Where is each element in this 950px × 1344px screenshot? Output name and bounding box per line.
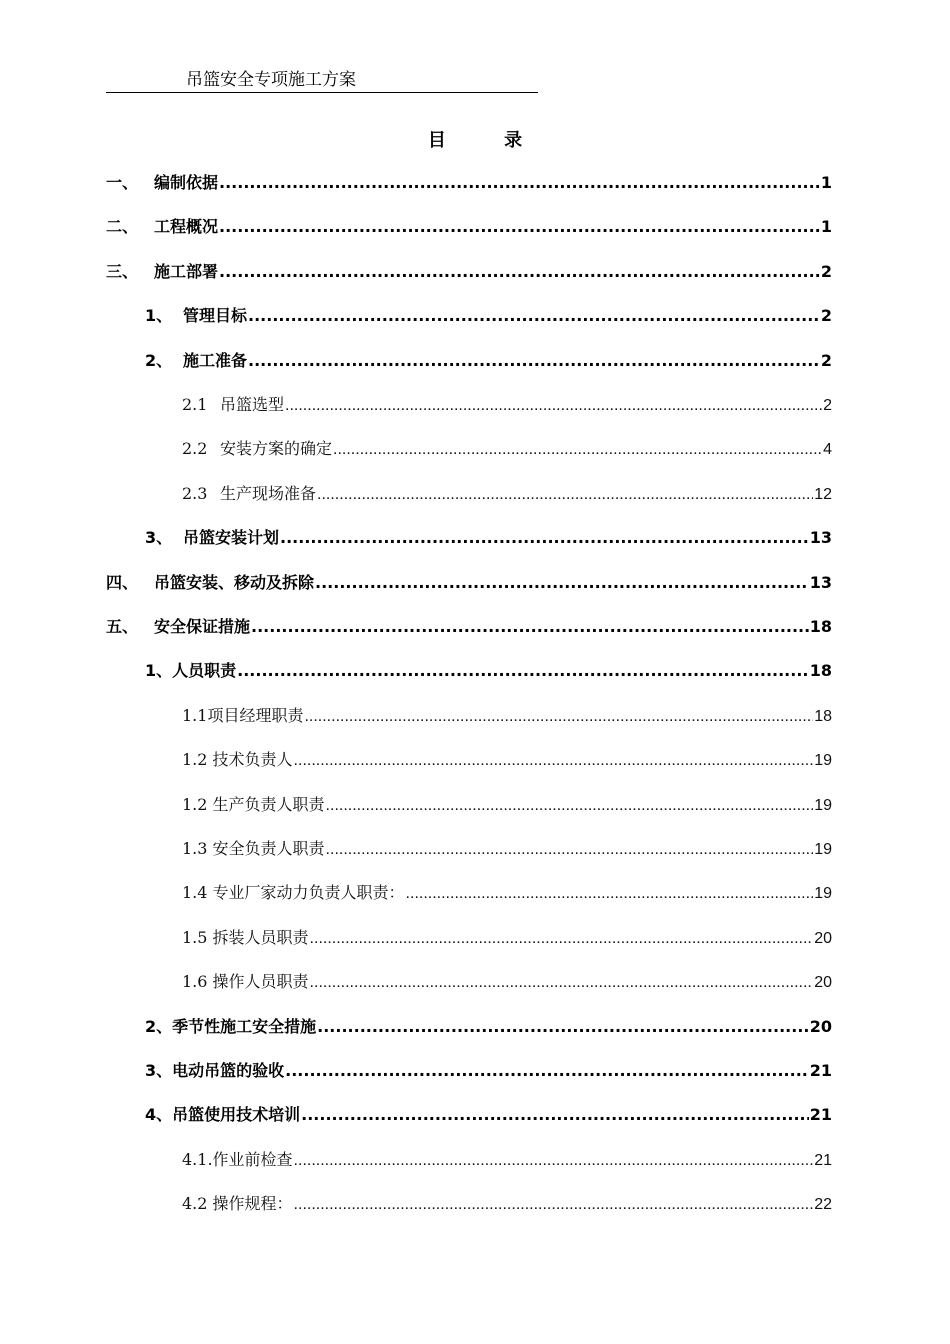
toc-entry-label: 安装方案的确定: [220, 439, 333, 459]
toc-entry[interactable]: [182, 836, 832, 859]
toc-entry-label: 3、电动吊篮的验收: [145, 1061, 285, 1080]
toc-entry-number: 2、: [145, 350, 173, 370]
toc-entry-number: 2.2: [182, 439, 208, 459]
toc-entry[interactable]: [182, 1191, 832, 1214]
toc-entry[interactable]: [182, 703, 832, 726]
toc-entry-page-number: 2: [820, 350, 832, 370]
toc-entry-page-number: 13: [809, 572, 832, 592]
toc-entry-number: 五、: [106, 617, 139, 636]
toc-entry-number: 四、: [106, 572, 139, 592]
toc-entry-page-number: 1: [820, 173, 832, 192]
toc-dot-leader: [333, 441, 822, 459]
toc-entry-label: 1.2 生产负责人职责: [182, 794, 325, 814]
toc-entry-page-number: 21: [814, 1151, 832, 1169]
toc-entry[interactable]: [145, 1014, 832, 1037]
toc-title: 目 录: [427, 130, 549, 151]
toc-entry-label: 吊篮选型: [220, 395, 285, 414]
toc-entry-label: 1.3 安全负责人职责: [182, 839, 325, 858]
toc-entry-label: 1.1项目经理职责: [182, 705, 304, 725]
toc-entry[interactable]: [106, 259, 832, 282]
toc-dot-leader: [248, 351, 820, 370]
toc-entry-page-number: 18: [809, 661, 832, 681]
toc-entry[interactable]: [145, 1102, 832, 1125]
toc-dot-leader: [285, 1061, 809, 1080]
toc-entry[interactable]: [145, 525, 832, 548]
toc-entry-label: 工程概况: [154, 217, 219, 237]
page-header: [106, 68, 538, 93]
toc-entry-page-number: 20: [814, 974, 832, 992]
toc-entry[interactable]: [182, 880, 832, 903]
toc-dot-leader: [326, 797, 814, 815]
toc-entry[interactable]: [182, 436, 832, 459]
toc-entry-page-number: 19: [814, 752, 832, 770]
toc-entry[interactable]: [106, 170, 832, 193]
toc-dot-leader: [310, 930, 814, 948]
toc-entry-label: 施工部署: [154, 261, 219, 281]
toc-entry-label: 1.4 专业厂家动力负责人职责：: [182, 883, 405, 903]
toc-entry-page-number: 2: [820, 261, 832, 281]
toc-entry-page-number: 19: [814, 885, 832, 903]
toc-entry-number: 1、: [145, 306, 173, 326]
toc-dot-leader: [280, 528, 809, 547]
toc-entry-number: 3、: [145, 528, 173, 548]
toc-entry-page-number: 2: [820, 306, 832, 326]
toc-dot-leader: [294, 1196, 814, 1214]
toc-entry[interactable]: [145, 303, 832, 326]
toc-entry-label: 1、人员职责: [145, 661, 237, 681]
toc-entry-label: 1.2 技术负责人: [182, 750, 293, 770]
toc-dot-leader: [237, 661, 809, 680]
toc-entry-page-number: 19: [814, 796, 832, 814]
toc-entry-label: 1.6 操作人员职责: [182, 972, 309, 992]
toc-dot-leader: [406, 885, 814, 903]
toc-dot-leader: [304, 708, 813, 726]
toc-entry-page-number: 18: [809, 617, 832, 636]
toc-dot-leader: [310, 974, 814, 992]
toc-entry-page-number: 20: [814, 929, 832, 947]
toc-entry-page-number: 2: [823, 397, 832, 414]
toc-dot-leader: [315, 573, 809, 592]
toc-entry-label: 施工准备: [183, 350, 248, 370]
toc-entry-label: 4.1.作业前检查: [182, 1149, 293, 1169]
toc-entry[interactable]: [182, 792, 832, 815]
toc-entry[interactable]: [182, 481, 832, 504]
toc-dot-leader: [219, 262, 820, 281]
toc-entry-page-number: 20: [809, 1016, 832, 1036]
toc-dot-leader: [317, 1017, 809, 1036]
toc-entry[interactable]: [106, 570, 832, 593]
toc-entry[interactable]: [106, 214, 832, 237]
toc-entry-number: 三、: [106, 261, 139, 281]
toc-entry-page-number: 22: [814, 1196, 832, 1214]
toc-entry-page-number: 21: [809, 1061, 832, 1080]
toc-dot-leader: [326, 841, 814, 859]
toc-entry-number: 一、: [106, 173, 139, 192]
toc-entry[interactable]: [182, 925, 832, 948]
toc-entry-page-number: 21: [809, 1105, 832, 1125]
toc-entry-page-number: 13: [809, 528, 832, 548]
toc-entry-label: 编制依据: [154, 173, 219, 192]
toc-entry-page-number: 12: [814, 485, 832, 503]
toc-entry-label: 2、季节性施工安全措施: [145, 1016, 317, 1036]
toc-entry-label: 4.2 操作规程：: [182, 1194, 293, 1214]
toc-entry-page-number: 1: [820, 217, 832, 237]
toc-entry[interactable]: [145, 348, 832, 371]
toc-dot-leader: [301, 1105, 809, 1124]
toc-entry-number: 二、: [106, 217, 139, 237]
toc-dot-leader: [317, 486, 813, 504]
toc-entry[interactable]: [182, 1147, 832, 1170]
toc-entry-label: 4、吊篮使用技术培训: [145, 1105, 301, 1125]
toc-dot-leader: [248, 306, 820, 325]
toc-entry[interactable]: [182, 747, 832, 770]
toc-entry[interactable]: [145, 658, 832, 681]
toc-dot-leader: [285, 397, 822, 415]
toc-entry[interactable]: [182, 969, 832, 992]
toc-entry[interactable]: [106, 614, 832, 637]
toc-entry-page-number: 18: [814, 707, 832, 725]
toc-entry-number: 2.1: [182, 395, 208, 414]
toc-dot-leader: [294, 752, 814, 770]
toc-entry-number: 2.3: [182, 483, 208, 503]
toc-dot-leader: [251, 617, 809, 636]
toc-entry-label: 管理目标: [183, 306, 248, 326]
toc-entry-label: 吊篮安装、移动及拆除: [154, 572, 315, 592]
toc-dot-leader: [219, 217, 820, 236]
toc-entry-label: 安全保证措施: [154, 617, 251, 636]
toc-entry[interactable]: [182, 392, 832, 415]
toc-entry-page-number: 4: [823, 441, 832, 459]
toc-entry-label: 生产现场准备: [220, 483, 317, 503]
toc-dot-leader: [294, 1152, 814, 1170]
toc-dot-leader: [219, 173, 820, 192]
toc-entry-label: 吊篮安装计划: [183, 528, 280, 548]
header-title: 吊篮安全专项施工方案: [186, 70, 356, 90]
toc-entry-page-number: 19: [814, 841, 832, 858]
toc-entry[interactable]: [145, 1058, 832, 1081]
toc-entry-label: 1.5 拆装人员职责: [182, 927, 309, 947]
